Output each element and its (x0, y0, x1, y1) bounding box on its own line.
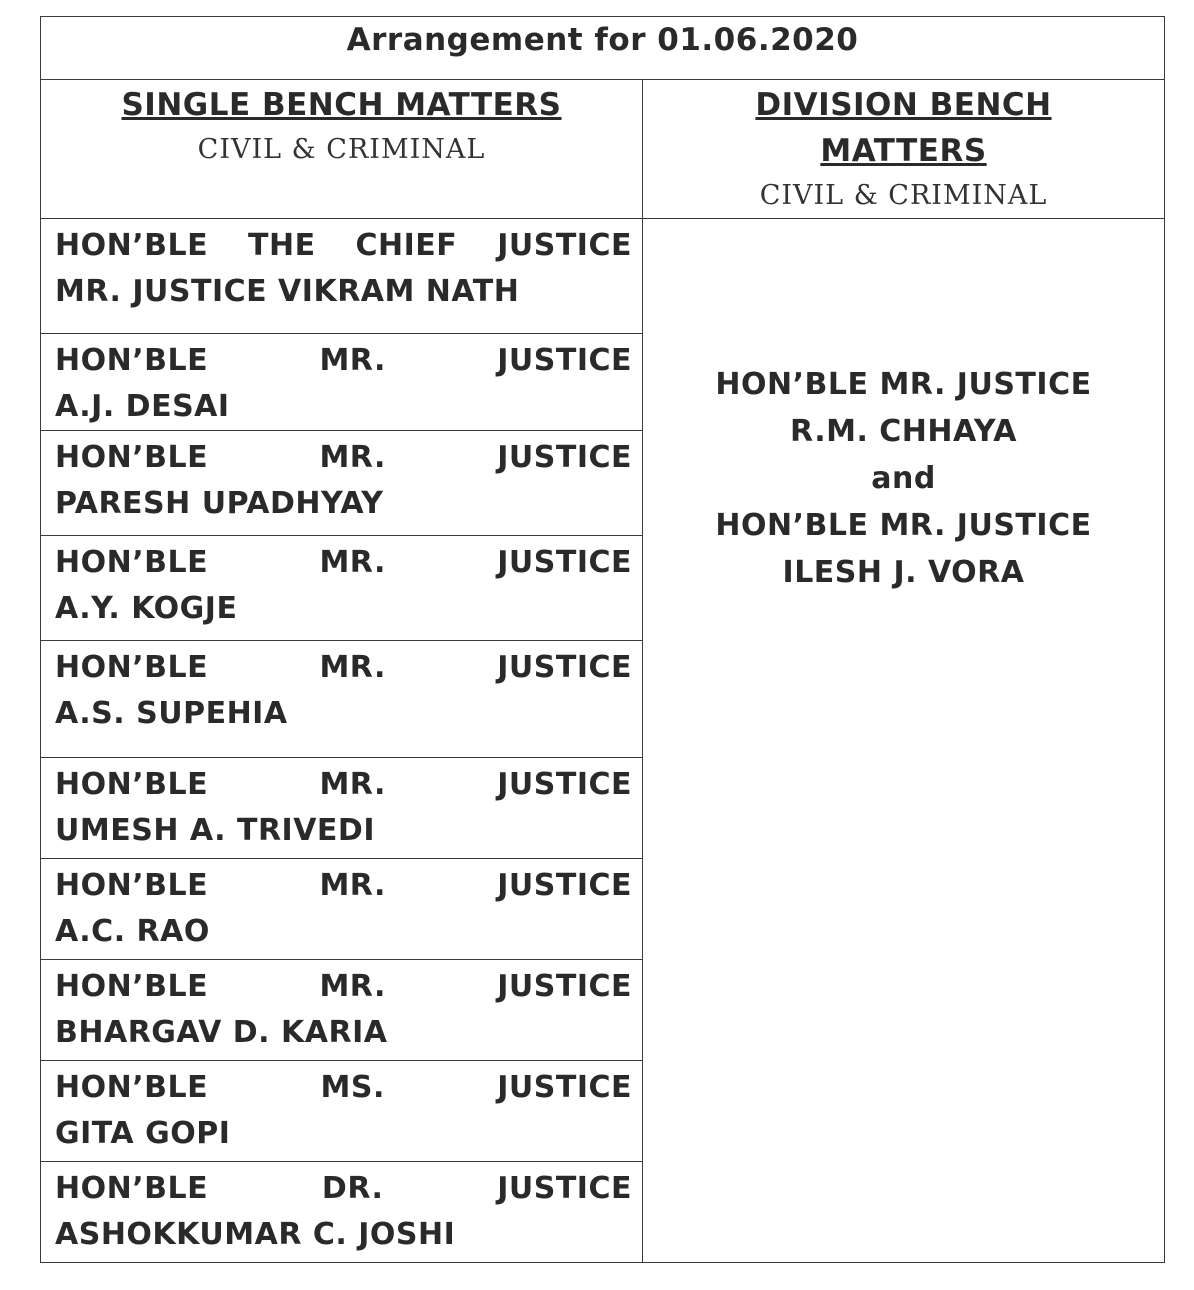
judge-word: HON’BLE (55, 1171, 209, 1206)
judge-word: JUSTICE (497, 767, 632, 802)
judge-word: DR. (321, 1171, 384, 1206)
judge-word: MR. (319, 868, 386, 903)
single-bench-heading: SINGLE BENCH MATTERS (121, 87, 562, 123)
judge-word: HON’BLE (55, 228, 209, 263)
judge-word: MR. (319, 545, 386, 580)
judge-row-9 (41, 1061, 643, 1162)
judge-name: A.J. DESAI (55, 389, 230, 424)
arrangement-table (40, 16, 1165, 1263)
judge-word: HON’BLE (55, 767, 209, 802)
single-bench-subheading: CIVIL & CRIMINAL (197, 134, 486, 165)
judge-word: HON’BLE (55, 343, 209, 378)
judge-name: BHARGAV D. KARIA (55, 1015, 388, 1050)
judge-word: MR. (319, 440, 386, 475)
judge-row-6 (41, 758, 643, 859)
judge-word: JUSTICE (497, 650, 632, 685)
judge-word: JUSTICE (497, 1171, 632, 1206)
judge-word: JUSTICE (497, 228, 632, 263)
judge-word: HON’BLE (55, 969, 209, 1004)
judge-word: CHIEF (355, 228, 458, 263)
judge-word: HON’BLE (55, 868, 209, 903)
division-conjunction: and (871, 461, 936, 496)
judge-word: JUSTICE (497, 545, 632, 580)
judge-name: PARESH UPADHYAY (55, 486, 384, 521)
judge-row-5 (41, 641, 643, 758)
document-title: Arrangement for 01.06.2020 (41, 17, 1165, 80)
judge-row-1 (41, 219, 643, 334)
judge-word: JUSTICE (497, 343, 632, 378)
judge-row-10 (41, 1162, 643, 1263)
judge-word: THE (248, 228, 316, 263)
division-judge-2-title: HON’BLE MR. JUSTICE (715, 508, 1092, 543)
judge-word: MS. (320, 1070, 385, 1105)
judge-word: MR. (319, 343, 386, 378)
judge-name: A.Y. KOGJE (55, 591, 238, 626)
judge-word: HON’BLE (55, 545, 209, 580)
single-bench-header (41, 80, 643, 219)
judge-row-4 (41, 536, 643, 641)
division-judge-1-title: HON’BLE MR. JUSTICE (715, 367, 1092, 402)
judge-word: HON’BLE (55, 440, 209, 475)
judge-word: MR. (319, 767, 386, 802)
judge-name: ASHOKKUMAR C. JOSHI (55, 1217, 456, 1252)
judge-name: MR. JUSTICE VIKRAM NATH (55, 274, 520, 309)
judge-name: A.S. SUPEHIA (55, 696, 288, 731)
judge-row-7 (41, 859, 643, 960)
division-bench-cell (643, 219, 1165, 1263)
division-judge-2-name: ILESH J. VORA (782, 555, 1025, 590)
judge-row-2 (41, 334, 643, 431)
division-judge-1-name: R.M. CHHAYA (790, 414, 1017, 449)
judge-row-8 (41, 960, 643, 1061)
judge-name: GITA GOPI (55, 1116, 231, 1151)
judge-word: HON’BLE (55, 650, 209, 685)
judge-word: JUSTICE (497, 1070, 632, 1105)
division-bench-heading-line2: MATTERS (820, 133, 987, 169)
judge-name: UMESH A. TRIVEDI (55, 813, 375, 848)
judge-word: MR. (319, 969, 386, 1004)
judge-name: A.C. RAO (55, 914, 210, 949)
judge-word: JUSTICE (497, 868, 632, 903)
judge-word: MR. (319, 650, 386, 685)
division-bench-heading-line1: DIVISION BENCH (755, 87, 1052, 123)
judge-word: JUSTICE (497, 969, 632, 1004)
division-bench-subheading: CIVIL & CRIMINAL (759, 180, 1048, 211)
judge-row-3 (41, 431, 643, 536)
division-bench-header (643, 80, 1165, 219)
judge-word: JUSTICE (497, 440, 632, 475)
judge-word: HON’BLE (55, 1070, 209, 1105)
